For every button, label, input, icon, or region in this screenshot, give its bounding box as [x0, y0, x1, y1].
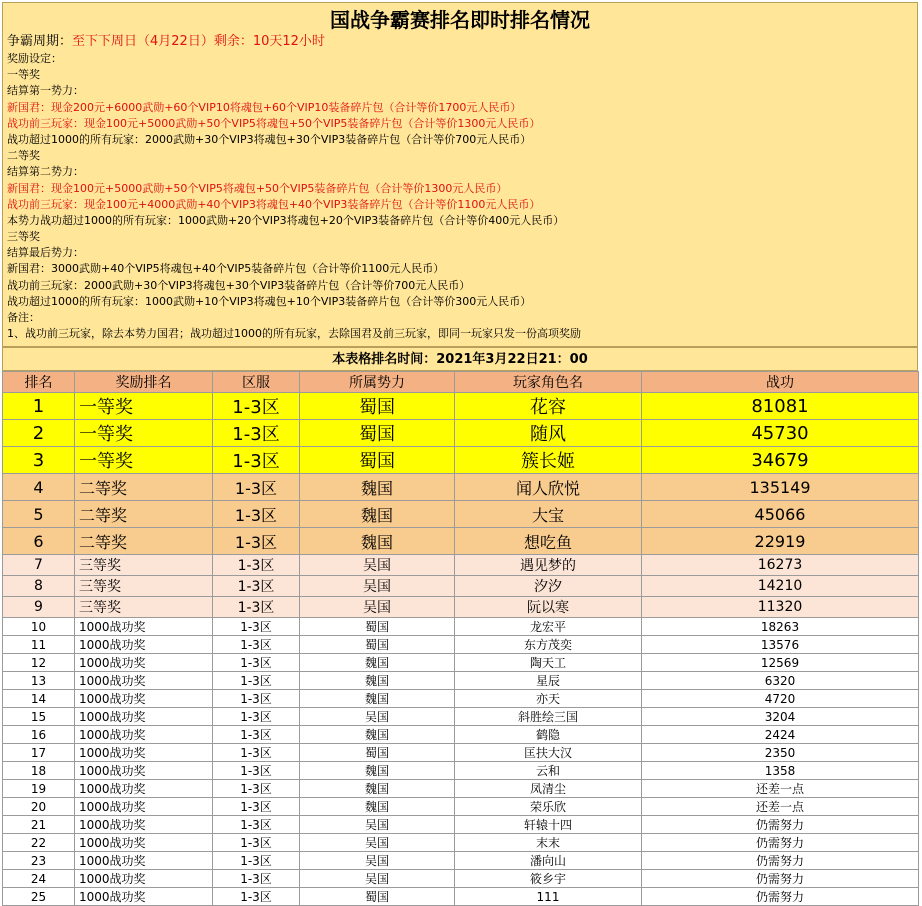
rule-line: 本势力战功超过1000的所有玩家：1000武勋+20个VIP3将魂包+20个VIP3装备碎片包（合计等价400元人民币）	[7, 213, 565, 227]
faction-cell[interactable]: 蜀国	[300, 744, 455, 762]
player-cell[interactable]: 星辰	[455, 672, 642, 690]
player-cell[interactable]: 陶天工	[455, 654, 642, 672]
player-cell[interactable]: 汐汐	[455, 576, 642, 597]
zone-cell[interactable]: 1-3区	[213, 474, 300, 501]
award-cell[interactable]: 一等奖	[75, 393, 213, 420]
player-cell[interactable]: 潘向山	[455, 852, 642, 870]
rule-line: 战功前三玩家：2000武勋+30个VIP3将魂包+30个VIP3装备碎片包（合计等价700元人民币）	[7, 278, 471, 292]
zone-cell[interactable]: 1-3区	[213, 654, 300, 672]
ranking-table	[2, 371, 919, 906]
rank-cell[interactable]: 10	[3, 618, 75, 636]
rule-line: 结算最后势力：	[7, 246, 84, 260]
award-cell[interactable]: 1000战功奖	[75, 762, 213, 780]
rank-cell[interactable]: 15	[3, 708, 75, 726]
faction-cell[interactable]: 吴国	[300, 597, 455, 618]
merit-cell[interactable]: 3204	[642, 708, 919, 726]
zone-cell[interactable]: 1-3区	[213, 555, 300, 576]
player-cell[interactable]: 随风	[455, 420, 642, 447]
table-row	[3, 816, 919, 834]
rule-line: 1、战功前三玩家，除去本势力国君；战功超过1000的所有玩家，去除国君及前三玩家，即同一玩家只发一份高项奖励	[7, 327, 581, 341]
merit-cell[interactable]: 22919	[642, 528, 919, 555]
rank-cell[interactable]: 13	[3, 672, 75, 690]
faction-cell[interactable]: 吴国	[300, 576, 455, 597]
ranking-time: 本表格排名时间：2021年3月22日21：00	[2, 347, 918, 371]
zone-cell[interactable]: 1-3区	[213, 798, 300, 816]
zone-cell[interactable]: 1-3区	[213, 888, 300, 906]
zone-cell[interactable]: 1-3区	[213, 780, 300, 798]
merit-cell[interactable]: 仍需努力	[642, 834, 919, 852]
award-cell[interactable]: 1000战功奖	[75, 798, 213, 816]
rule-line: 战功超过1000的所有玩家：1000武勋+10个VIP3将魂包+10个VIP3装备碎片包（合计等价300元人民币）	[7, 294, 532, 308]
player-cell[interactable]: 龙宏平	[455, 618, 642, 636]
zone-cell[interactable]: 1-3区	[213, 576, 300, 597]
table-row	[3, 654, 919, 672]
col-faction[interactable]: 所属势力	[300, 372, 455, 393]
table-row	[3, 690, 919, 708]
rank-cell[interactable]: 1	[3, 393, 75, 420]
page-title: 国战争霸赛排名即时排名情况	[330, 8, 590, 32]
rank-cell[interactable]: 12	[3, 654, 75, 672]
merit-cell[interactable]: 2350	[642, 744, 919, 762]
zone-cell[interactable]: 1-3区	[213, 501, 300, 528]
rule-line: 新国君：3000武勋+40个VIP5将魂包+40个VIP5装备碎片包（合计等价1100元人民币）	[7, 262, 445, 276]
merit-cell[interactable]: 仍需努力	[642, 852, 919, 870]
player-cell[interactable]: 斜胜绘三国	[455, 708, 642, 726]
award-cell[interactable]: 1000战功奖	[75, 834, 213, 852]
rule-line: 新国君：现金100元+5000武勋+50个VIP5将魂包+50个VIP5装备碎片包（合计等价1300元人民币）	[7, 181, 508, 195]
rank-cell[interactable]: 19	[3, 780, 75, 798]
rank-cell[interactable]: 22	[3, 834, 75, 852]
rule-line: 二等奖	[7, 149, 40, 163]
table-row	[3, 870, 919, 888]
zone-cell[interactable]: 1-3区	[213, 528, 300, 555]
faction-cell[interactable]: 吴国	[300, 555, 455, 576]
col-player[interactable]: 玩家角色名	[455, 372, 642, 393]
award-cell[interactable]: 1000战功奖	[75, 708, 213, 726]
award-cell[interactable]: 1000战功奖	[75, 780, 213, 798]
table-row	[3, 597, 919, 618]
rank-cell[interactable]: 25	[3, 888, 75, 906]
header-row	[3, 372, 919, 393]
rule-line: 结算第二势力：	[7, 165, 84, 179]
merit-cell[interactable]: 仍需努力	[642, 888, 919, 906]
faction-cell[interactable]: 魏国	[300, 726, 455, 744]
rank-cell[interactable]: 2	[3, 420, 75, 447]
faction-cell[interactable]: 蜀国	[300, 393, 455, 420]
rule-line: 战功前三玩家：现金100元+4000武勋+40个VIP3将魂包+40个VIP3装备碎片包（合计等价1100元人民币）	[7, 197, 541, 211]
rule-line: 新国君：现金200元+6000武勋+60个VIP10将魂包+60个VIP10装备碎片包（合计等价1700元人民币）	[7, 100, 522, 114]
award-cell[interactable]: 三等奖	[75, 555, 213, 576]
rank-cell[interactable]: 24	[3, 870, 75, 888]
table-row	[3, 474, 919, 501]
table-row	[3, 780, 919, 798]
award-cell[interactable]: 二等奖	[75, 528, 213, 555]
period-label: 争霸周期：	[7, 34, 73, 49]
faction-cell[interactable]: 蜀国	[300, 888, 455, 906]
zone-cell[interactable]: 1-3区	[213, 852, 300, 870]
merit-cell[interactable]: 2424	[642, 726, 919, 744]
merit-cell[interactable]: 81081	[642, 393, 919, 420]
rank-cell[interactable]: 5	[3, 501, 75, 528]
faction-cell[interactable]: 魏国	[300, 762, 455, 780]
zone-cell[interactable]: 1-3区	[213, 726, 300, 744]
zone-cell[interactable]: 1-3区	[213, 597, 300, 618]
faction-cell[interactable]: 吴国	[300, 816, 455, 834]
player-cell[interactable]: 想吃鱼	[455, 528, 642, 555]
merit-cell[interactable]: 1358	[642, 762, 919, 780]
faction-cell[interactable]: 魏国	[300, 690, 455, 708]
award-cell[interactable]: 1000战功奖	[75, 672, 213, 690]
table-row	[3, 744, 919, 762]
faction-cell[interactable]: 蜀国	[300, 618, 455, 636]
merit-cell[interactable]: 4720	[642, 690, 919, 708]
rank-cell[interactable]: 16	[3, 726, 75, 744]
table-row	[3, 636, 919, 654]
rank-cell[interactable]: 9	[3, 597, 75, 618]
table-row	[3, 420, 919, 447]
rank-cell[interactable]: 21	[3, 816, 75, 834]
award-cell[interactable]: 1000战功奖	[75, 618, 213, 636]
merit-cell[interactable]: 45066	[642, 501, 919, 528]
rank-cell[interactable]: 17	[3, 744, 75, 762]
award-cell[interactable]: 二等奖	[75, 474, 213, 501]
table-row	[3, 672, 919, 690]
zone-cell[interactable]: 1-3区	[213, 870, 300, 888]
rule-line: 一等奖	[7, 68, 40, 82]
player-cell[interactable]: 亦天	[455, 690, 642, 708]
player-cell[interactable]: 轩辕十四	[455, 816, 642, 834]
zone-cell[interactable]: 1-3区	[213, 834, 300, 852]
faction-cell[interactable]: 蜀国	[300, 447, 455, 474]
faction-cell[interactable]: 蜀国	[300, 420, 455, 447]
rank-cell[interactable]: 23	[3, 852, 75, 870]
rules-list	[3, 51, 917, 342]
faction-cell[interactable]: 魏国	[300, 654, 455, 672]
rule-line: 战功超过1000的所有玩家：2000武勋+30个VIP3将魂包+30个VIP3装备碎片包（合计等价700元人民币）	[7, 132, 532, 146]
award-cell[interactable]: 三等奖	[75, 597, 213, 618]
faction-cell[interactable]: 魏国	[300, 474, 455, 501]
rank-cell[interactable]: 4	[3, 474, 75, 501]
merit-cell[interactable]: 11320	[642, 597, 919, 618]
table-row	[3, 798, 919, 816]
merit-cell[interactable]: 34679	[642, 447, 919, 474]
player-cell[interactable]: 遇见梦的	[455, 555, 642, 576]
merit-cell[interactable]: 18263	[642, 618, 919, 636]
faction-cell[interactable]: 吴国	[300, 870, 455, 888]
award-cell[interactable]: 1000战功奖	[75, 636, 213, 654]
player-cell[interactable]: 111	[455, 888, 642, 906]
rule-line: 战功前三玩家：现金100元+5000武勋+50个VIP5将魂包+50个VIP5装备碎片包（合计等价1300元人民币）	[7, 116, 541, 130]
zone-cell[interactable]: 1-3区	[213, 420, 300, 447]
rank-cell[interactable]: 14	[3, 690, 75, 708]
table-row	[3, 618, 919, 636]
zone-cell[interactable]: 1-3区	[213, 672, 300, 690]
table-row	[3, 528, 919, 555]
rule-line: 结算第一势力：	[7, 84, 84, 98]
merit-cell[interactable]: 仍需努力	[642, 870, 919, 888]
rank-cell[interactable]: 18	[3, 762, 75, 780]
table-row	[3, 726, 919, 744]
rank-cell[interactable]: 6	[3, 528, 75, 555]
award-cell[interactable]: 1000战功奖	[75, 888, 213, 906]
award-cell[interactable]: 1000战功奖	[75, 654, 213, 672]
faction-cell[interactable]: 魏国	[300, 798, 455, 816]
table-row	[3, 576, 919, 597]
award-cell[interactable]: 1000战功奖	[75, 690, 213, 708]
table-row	[3, 393, 919, 420]
award-cell[interactable]: 二等奖	[75, 501, 213, 528]
player-cell[interactable]: 荣乐欣	[455, 798, 642, 816]
faction-cell[interactable]: 魏国	[300, 780, 455, 798]
zone-cell[interactable]: 1-3区	[213, 447, 300, 474]
award-cell[interactable]: 1000战功奖	[75, 870, 213, 888]
merit-cell[interactable]: 135149	[642, 474, 919, 501]
rule-line: 备注：	[7, 311, 40, 324]
award-cell[interactable]: 一等奖	[75, 447, 213, 474]
player-cell[interactable]: 筱乡宇	[455, 870, 642, 888]
player-cell[interactable]: 凤清尘	[455, 780, 642, 798]
rule-line: 奖励设定：	[7, 52, 62, 65]
table-row	[3, 501, 919, 528]
zone-cell[interactable]: 1-3区	[213, 690, 300, 708]
award-cell[interactable]: 1000战功奖	[75, 816, 213, 834]
player-cell[interactable]: 东方茂奕	[455, 636, 642, 654]
faction-cell[interactable]: 蜀国	[300, 636, 455, 654]
player-cell[interactable]: 阮以寒	[455, 597, 642, 618]
player-cell[interactable]: 鹤隐	[455, 726, 642, 744]
player-cell[interactable]: 匡扶大汉	[455, 744, 642, 762]
merit-cell[interactable]: 45730	[642, 420, 919, 447]
player-cell[interactable]: 云和	[455, 762, 642, 780]
award-cell[interactable]: 1000战功奖	[75, 852, 213, 870]
rank-cell[interactable]: 3	[3, 447, 75, 474]
zone-cell[interactable]: 1-3区	[213, 816, 300, 834]
merit-cell[interactable]: 6320	[642, 672, 919, 690]
merit-cell[interactable]: 12569	[642, 654, 919, 672]
player-cell[interactable]: 花容	[455, 393, 642, 420]
player-cell[interactable]: 闻人欣悦	[455, 474, 642, 501]
col-award[interactable]: 奖励排名	[75, 372, 213, 393]
zone-cell[interactable]: 1-3区	[213, 393, 300, 420]
table-row	[3, 762, 919, 780]
zone-cell[interactable]: 1-3区	[213, 708, 300, 726]
rank-cell[interactable]: 11	[3, 636, 75, 654]
merit-cell[interactable]: 13576	[642, 636, 919, 654]
merit-cell[interactable]: 还差一点	[642, 798, 919, 816]
period-value: 至下下周日（4月22日）剩余：10天12小时	[72, 34, 325, 49]
rules-panel	[2, 2, 918, 347]
faction-cell[interactable]: 吴国	[300, 834, 455, 852]
award-cell[interactable]: 1000战功奖	[75, 744, 213, 762]
table-row	[3, 834, 919, 852]
table-row	[3, 708, 919, 726]
player-cell[interactable]: 簇长姬	[455, 447, 642, 474]
award-cell[interactable]: 三等奖	[75, 576, 213, 597]
table-row	[3, 555, 919, 576]
award-cell[interactable]: 一等奖	[75, 420, 213, 447]
merit-cell[interactable]: 16273	[642, 555, 919, 576]
faction-cell[interactable]: 魏国	[300, 528, 455, 555]
award-cell[interactable]: 1000战功奖	[75, 726, 213, 744]
faction-cell[interactable]: 吴国	[300, 852, 455, 870]
col-zone[interactable]: 区服	[213, 372, 300, 393]
merit-cell[interactable]: 仍需努力	[642, 816, 919, 834]
table-row	[3, 852, 919, 870]
rank-cell[interactable]: 7	[3, 555, 75, 576]
zone-cell[interactable]: 1-3区	[213, 636, 300, 654]
merit-cell[interactable]: 还差一点	[642, 780, 919, 798]
merit-cell[interactable]: 14210	[642, 576, 919, 597]
col-merit[interactable]: 战功	[642, 372, 919, 393]
faction-cell[interactable]: 魏国	[300, 672, 455, 690]
zone-cell[interactable]: 1-3区	[213, 762, 300, 780]
faction-cell[interactable]: 吴国	[300, 708, 455, 726]
table-body	[3, 393, 919, 906]
player-cell[interactable]: 大宝	[455, 501, 642, 528]
table-row	[3, 447, 919, 474]
rank-cell[interactable]: 8	[3, 576, 75, 597]
zone-cell[interactable]: 1-3区	[213, 744, 300, 762]
zone-cell[interactable]: 1-3区	[213, 618, 300, 636]
period-line	[3, 33, 917, 51]
rank-cell[interactable]: 20	[3, 798, 75, 816]
col-rank[interactable]: 排名	[3, 372, 75, 393]
faction-cell[interactable]: 魏国	[300, 501, 455, 528]
rule-line: 三等奖	[7, 230, 40, 244]
player-cell[interactable]: 末末	[455, 834, 642, 852]
